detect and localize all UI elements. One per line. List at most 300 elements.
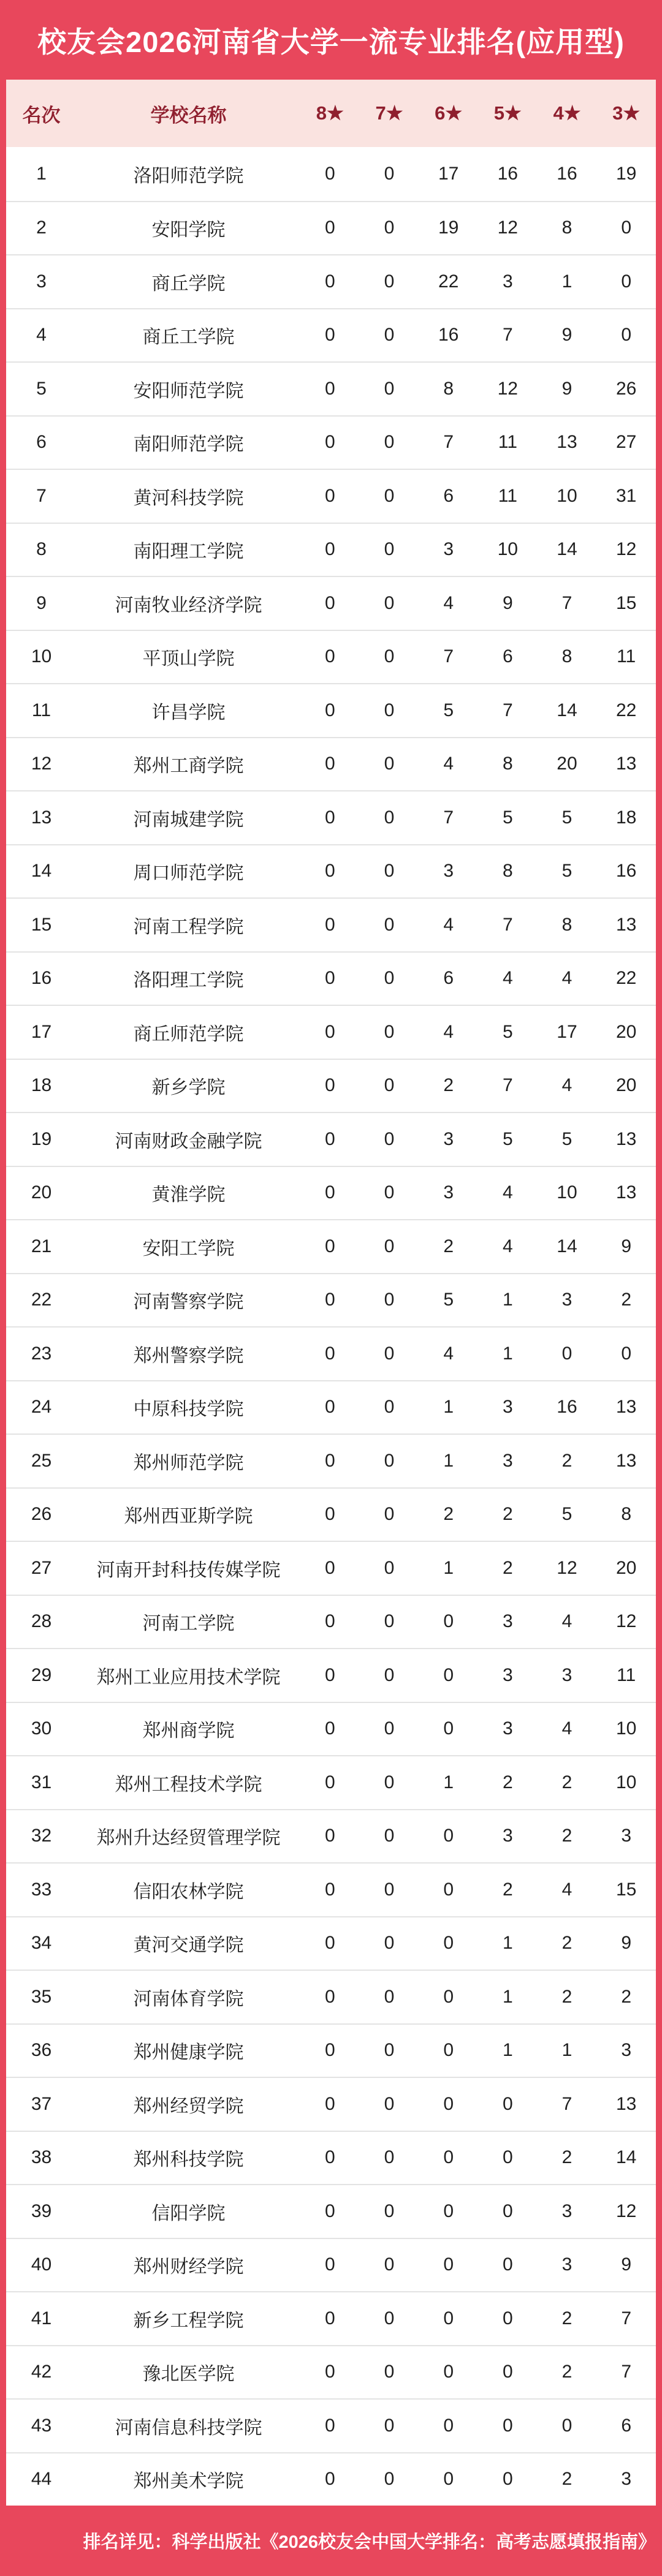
star-cell: 14 xyxy=(615,2147,637,2168)
star-cell: 0 xyxy=(384,217,395,238)
star-cell: 7 xyxy=(502,700,513,720)
star-cell: 9 xyxy=(621,1933,631,1954)
star-cell: 22 xyxy=(615,968,637,989)
rank-cell: 37 xyxy=(31,2093,52,2114)
star-cell: 0 xyxy=(384,2200,395,2221)
star-cell: 2 xyxy=(621,1290,631,1310)
star-cell: 4 xyxy=(502,1236,513,1256)
star-cell: 2 xyxy=(561,1986,573,2007)
star-cell: 3 xyxy=(621,1826,631,1846)
column-header-8star: 8★ xyxy=(316,102,344,124)
star-cell: 0 xyxy=(443,1933,454,1954)
rank-cell: 16 xyxy=(31,968,52,989)
star-cell: 7 xyxy=(502,325,513,346)
star-cell: 0 xyxy=(324,968,335,989)
star-cell: 0 xyxy=(443,2308,454,2329)
rank-cell: 12 xyxy=(31,754,52,774)
star-cell: 19 xyxy=(438,217,459,238)
star-cell: 13 xyxy=(615,1450,637,1471)
star-cell: 0 xyxy=(324,2093,335,2114)
star-cell: 0 xyxy=(621,325,631,346)
table-row xyxy=(6,2131,656,2185)
table-row xyxy=(6,1809,656,1863)
star-cell: 16 xyxy=(615,861,637,882)
star-cell: 13 xyxy=(615,1128,637,1149)
star-cell: 7 xyxy=(621,2308,631,2329)
star-cell: 0 xyxy=(324,325,335,346)
star-cell: 0 xyxy=(384,432,395,453)
star-cell: 0 xyxy=(324,646,335,667)
star-cell: 0 xyxy=(621,271,631,292)
star-cell: 8 xyxy=(561,217,573,238)
star-cell: 7 xyxy=(502,914,513,935)
star-cell: 3 xyxy=(502,1450,513,1471)
star-cell: 4 xyxy=(502,968,513,989)
star-cell: 5 xyxy=(502,1128,513,1149)
star-cell: 0 xyxy=(324,1182,335,1203)
star-cell: 0 xyxy=(384,539,395,560)
school-cell: 南阳师范学院 xyxy=(133,434,244,455)
column-header-5star: 5★ xyxy=(493,102,522,124)
star-cell: 1 xyxy=(561,271,573,292)
page-title: 校友会2026河南省大学一流专业排名(应用型) xyxy=(37,25,625,58)
star-cell: 0 xyxy=(384,968,395,989)
school-cell: 商丘学院 xyxy=(151,273,226,294)
star-cell: 0 xyxy=(324,1450,335,1471)
star-cell: 0 xyxy=(384,1343,395,1364)
rank-cell: 38 xyxy=(31,2147,52,2168)
star-cell: 0 xyxy=(384,700,395,720)
school-cell: 郑州经贸学院 xyxy=(133,2096,244,2117)
star-cell: 0 xyxy=(384,1772,395,1792)
star-cell: 2 xyxy=(502,1504,513,1525)
school-cell: 河南城建学院 xyxy=(133,809,244,830)
star-cell: 0 xyxy=(324,914,335,935)
star-cell: 0 xyxy=(324,1557,335,1578)
school-cell: 洛阳理工学院 xyxy=(133,970,244,991)
star-cell: 3 xyxy=(561,1290,573,1310)
rank-cell: 2 xyxy=(36,217,47,238)
star-cell: 12 xyxy=(615,539,637,560)
school-cell: 新乡学院 xyxy=(151,1078,226,1098)
school-cell: 周口师范学院 xyxy=(133,863,244,884)
star-cell: 0 xyxy=(384,2415,395,2436)
table-row xyxy=(6,2291,656,2345)
table-row xyxy=(6,469,656,523)
star-cell: 1 xyxy=(502,2040,513,2061)
star-cell: 0 xyxy=(324,1826,335,1846)
star-cell: 2 xyxy=(621,1986,631,2007)
school-cell: 河南信息科技学院 xyxy=(115,2417,262,2438)
school-cell: 河南开封科技传媒学院 xyxy=(96,1560,281,1581)
star-cell: 4 xyxy=(443,592,454,613)
star-cell: 2 xyxy=(443,1504,454,1525)
star-cell: 12 xyxy=(557,1557,577,1578)
star-cell: 0 xyxy=(324,1718,335,1739)
star-cell: 13 xyxy=(615,2093,637,2114)
star-cell: 0 xyxy=(502,2254,513,2275)
star-cell: 22 xyxy=(438,271,459,292)
star-cell: 0 xyxy=(384,1933,395,1954)
rank-cell: 40 xyxy=(31,2254,52,2275)
table-row xyxy=(6,1970,656,2023)
star-cell: 2 xyxy=(443,1075,454,1096)
star-cell: 0 xyxy=(324,432,335,453)
star-cell: 6 xyxy=(621,2415,631,2436)
school-cell: 郑州工商学院 xyxy=(133,756,244,777)
rank-cell: 26 xyxy=(31,1504,52,1525)
star-cell: 5 xyxy=(561,861,573,882)
table-row xyxy=(6,844,656,898)
star-cell: 22 xyxy=(615,700,637,720)
rank-cell: 7 xyxy=(36,485,47,506)
school-cell: 黄河科技学院 xyxy=(133,488,244,508)
table-row xyxy=(6,361,656,415)
table-row xyxy=(6,523,656,576)
school-cell: 安阳学院 xyxy=(151,220,226,241)
star-cell: 0 xyxy=(384,325,395,346)
star-cell: 4 xyxy=(561,1718,573,1739)
school-cell: 河南警察学院 xyxy=(133,1292,244,1313)
star-cell: 0 xyxy=(384,807,395,828)
star-cell: 0 xyxy=(324,1021,335,1042)
star-cell: 0 xyxy=(443,2040,454,2061)
rank-cell: 29 xyxy=(31,1664,52,1685)
star-cell: 3 xyxy=(561,1664,573,1685)
star-cell: 0 xyxy=(384,2362,395,2382)
star-cell: 0 xyxy=(384,378,395,399)
star-cell: 8 xyxy=(561,914,573,935)
school-cell: 新乡工程学院 xyxy=(133,2310,244,2331)
star-cell: 5 xyxy=(443,700,454,720)
title-banner xyxy=(0,0,662,80)
star-cell: 9 xyxy=(561,378,573,399)
rank-cell: 17 xyxy=(31,1021,52,1042)
star-cell: 13 xyxy=(615,754,637,774)
table-row xyxy=(6,630,656,684)
star-cell: 1 xyxy=(502,1343,513,1364)
rank-cell: 39 xyxy=(31,2200,52,2221)
star-cell: 3 xyxy=(502,271,513,292)
star-cell: 0 xyxy=(324,1075,335,1096)
star-cell: 7 xyxy=(443,807,454,828)
column-header-7star: 7★ xyxy=(375,102,403,124)
rank-cell: 28 xyxy=(31,1611,52,1632)
star-cell: 2 xyxy=(561,2469,573,2490)
rank-cell: 9 xyxy=(36,592,47,613)
star-cell: 11 xyxy=(617,646,636,667)
star-cell: 1 xyxy=(443,1450,454,1471)
star-cell: 5 xyxy=(561,807,573,828)
star-cell: 0 xyxy=(384,2469,395,2490)
table-row xyxy=(6,147,656,201)
table-row xyxy=(6,897,656,951)
star-cell: 0 xyxy=(324,2147,335,2168)
rank-cell: 4 xyxy=(36,325,47,346)
star-cell: 0 xyxy=(384,1290,395,1310)
column-header-4star: 4★ xyxy=(553,102,581,124)
table-row xyxy=(6,1005,656,1059)
star-cell: 0 xyxy=(324,2469,335,2490)
star-cell: 7 xyxy=(443,646,454,667)
footer-note: 排名详见：科学出版社《2026校友会中国大学排名：高考志愿填报指南》 xyxy=(83,2533,656,2552)
star-cell: 0 xyxy=(324,2362,335,2382)
star-cell: 2 xyxy=(561,2362,573,2382)
star-cell: 19 xyxy=(615,163,637,184)
star-cell: 13 xyxy=(615,1397,637,1418)
star-cell: 1 xyxy=(443,1397,454,1418)
table-row xyxy=(6,1166,656,1220)
table-row xyxy=(6,2184,656,2238)
star-cell: 20 xyxy=(615,1075,637,1096)
star-cell: 0 xyxy=(384,646,395,667)
star-cell: 0 xyxy=(384,1450,395,1471)
star-cell: 0 xyxy=(384,1397,395,1418)
star-cell: 0 xyxy=(324,271,335,292)
star-cell: 0 xyxy=(324,1397,335,1418)
star-cell: 0 xyxy=(384,1986,395,2007)
ranking-table xyxy=(6,80,656,2506)
star-cell: 0 xyxy=(561,2415,573,2436)
rank-cell: 32 xyxy=(31,1826,52,1846)
star-cell: 0 xyxy=(324,485,335,506)
star-cell: 12 xyxy=(615,2200,637,2221)
star-cell: 7 xyxy=(561,592,573,613)
column-header-6star: 6★ xyxy=(435,102,463,124)
rank-cell: 34 xyxy=(31,1933,52,1954)
star-cell: 0 xyxy=(384,1182,395,1203)
school-cell: 郑州美术学院 xyxy=(133,2471,244,2492)
table-row xyxy=(6,1862,656,1916)
star-cell: 7 xyxy=(443,432,454,453)
star-cell: 11 xyxy=(498,485,517,506)
star-cell: 0 xyxy=(502,2308,513,2329)
star-cell: 3 xyxy=(443,539,454,560)
star-cell: 20 xyxy=(615,1021,637,1042)
school-cell: 安阳工学院 xyxy=(142,1238,235,1259)
school-cell: 河南工程学院 xyxy=(133,916,244,937)
star-cell: 9 xyxy=(502,592,513,613)
star-cell: 0 xyxy=(384,485,395,506)
school-cell: 信阳学院 xyxy=(151,2203,226,2224)
star-cell: 0 xyxy=(384,2093,395,2114)
star-cell: 8 xyxy=(502,754,513,774)
school-cell: 郑州工程技术学院 xyxy=(115,1774,262,1795)
star-cell: 3 xyxy=(443,1128,454,1149)
star-cell: 0 xyxy=(443,2093,454,2114)
star-cell: 0 xyxy=(502,2200,513,2221)
star-cell: 2 xyxy=(561,1933,573,1954)
star-cell: 0 xyxy=(324,2254,335,2275)
star-cell: 0 xyxy=(324,1611,335,1632)
star-cell: 5 xyxy=(502,1021,513,1042)
star-cell: 0 xyxy=(443,2469,454,2490)
star-cell: 3 xyxy=(561,2200,573,2221)
star-cell: 0 xyxy=(384,1236,395,1256)
school-cell: 商丘工学院 xyxy=(142,327,235,348)
star-cell: 2 xyxy=(561,2308,573,2329)
table-row xyxy=(6,1273,656,1327)
star-cell: 3 xyxy=(443,861,454,882)
star-cell: 0 xyxy=(324,592,335,613)
star-cell: 0 xyxy=(384,1664,395,1685)
rank-cell: 13 xyxy=(31,807,52,828)
star-cell: 26 xyxy=(615,378,637,399)
star-cell: 8 xyxy=(621,1504,631,1525)
star-cell: 3 xyxy=(502,1664,513,1685)
star-cell: 3 xyxy=(621,2040,631,2061)
table-row xyxy=(6,683,656,737)
school-cell: 河南体育学院 xyxy=(133,1989,244,2009)
star-cell: 4 xyxy=(443,914,454,935)
rank-cell: 5 xyxy=(36,378,47,399)
star-cell: 0 xyxy=(443,2147,454,2168)
star-cell: 0 xyxy=(384,1021,395,1042)
star-cell: 2 xyxy=(502,1879,513,1900)
school-cell: 黄河交通学院 xyxy=(133,1935,244,1956)
school-cell: 豫北医学院 xyxy=(142,2364,235,2385)
rank-cell: 41 xyxy=(31,2308,52,2329)
star-cell: 13 xyxy=(615,914,637,935)
star-cell: 16 xyxy=(557,1397,577,1418)
column-header-3star: 3★ xyxy=(612,102,641,124)
star-cell: 4 xyxy=(443,1343,454,1364)
star-cell: 10 xyxy=(497,539,518,560)
table-row xyxy=(6,1433,656,1487)
table-row xyxy=(6,2023,656,2077)
table-row xyxy=(6,951,656,1005)
table-row xyxy=(6,1380,656,1434)
star-cell: 14 xyxy=(557,1236,577,1256)
star-cell: 6 xyxy=(443,968,454,989)
star-cell: 0 xyxy=(502,2147,513,2168)
table-row xyxy=(6,2345,656,2399)
star-cell: 12 xyxy=(497,217,518,238)
star-cell: 0 xyxy=(324,700,335,720)
table-row xyxy=(6,2238,656,2292)
rank-cell: 19 xyxy=(31,1128,52,1149)
rank-cell: 18 xyxy=(31,1075,52,1096)
star-cell: 11 xyxy=(498,432,517,453)
star-cell: 0 xyxy=(324,217,335,238)
rank-cell: 35 xyxy=(31,1986,52,2007)
star-cell: 0 xyxy=(324,378,335,399)
star-cell: 4 xyxy=(443,754,454,774)
star-cell: 2 xyxy=(561,1450,573,1471)
star-cell: 0 xyxy=(384,754,395,774)
table-row xyxy=(6,2452,656,2506)
star-cell: 10 xyxy=(615,1772,637,1792)
rank-cell: 15 xyxy=(31,914,52,935)
table-row xyxy=(6,1595,656,1649)
star-cell: 12 xyxy=(497,378,518,399)
star-cell: 3 xyxy=(621,2469,631,2490)
school-cell: 洛阳师范学院 xyxy=(133,165,244,186)
star-cell: 6 xyxy=(443,485,454,506)
star-cell: 0 xyxy=(324,1933,335,1954)
table-row xyxy=(6,1702,656,1756)
table-body xyxy=(6,147,656,2506)
rank-cell: 36 xyxy=(31,2040,52,2061)
star-cell: 0 xyxy=(443,1986,454,2007)
star-cell: 2 xyxy=(502,1772,513,1792)
star-cell: 27 xyxy=(615,432,637,453)
star-cell: 0 xyxy=(502,2415,513,2436)
star-cell: 2 xyxy=(561,2147,573,2168)
star-cell: 0 xyxy=(384,2254,395,2275)
star-cell: 14 xyxy=(557,539,577,560)
star-cell: 0 xyxy=(324,861,335,882)
rank-cell: 3 xyxy=(36,271,47,292)
star-cell: 17 xyxy=(438,163,459,184)
star-cell: 2 xyxy=(502,1557,513,1578)
table-row xyxy=(6,1755,656,1809)
school-cell: 郑州升达经贸管理学院 xyxy=(96,1828,281,1849)
star-cell: 13 xyxy=(557,432,577,453)
school-cell: 郑州西亚斯学院 xyxy=(124,1506,253,1527)
table-row xyxy=(6,1112,656,1166)
star-cell: 2 xyxy=(561,1772,573,1792)
star-cell: 0 xyxy=(443,2415,454,2436)
star-cell: 0 xyxy=(324,163,335,184)
star-cell: 12 xyxy=(615,1611,637,1632)
star-cell: 1 xyxy=(561,2040,573,2061)
star-cell: 0 xyxy=(324,1343,335,1364)
star-cell: 20 xyxy=(557,754,577,774)
star-cell: 1 xyxy=(443,1557,454,1578)
table-row xyxy=(6,1916,656,1970)
star-cell: 0 xyxy=(324,1128,335,1149)
star-cell: 0 xyxy=(443,2254,454,2275)
star-cell: 0 xyxy=(324,1772,335,1792)
star-cell: 20 xyxy=(615,1557,637,1578)
star-cell: 15 xyxy=(615,1879,637,1900)
star-cell: 0 xyxy=(324,2200,335,2221)
column-header-rank: 名次 xyxy=(22,104,61,126)
rank-cell: 30 xyxy=(31,1718,52,1739)
column-header-school: 学校名称 xyxy=(150,104,227,126)
star-cell: 1 xyxy=(502,1933,513,1954)
school-cell: 中原科技学院 xyxy=(133,1399,244,1420)
star-cell: 16 xyxy=(497,163,518,184)
star-cell: 7 xyxy=(621,2362,631,2382)
star-cell: 0 xyxy=(384,163,395,184)
star-cell: 0 xyxy=(324,539,335,560)
star-cell: 0 xyxy=(384,2040,395,2061)
star-cell: 2 xyxy=(443,1236,454,1256)
star-cell: 9 xyxy=(561,325,573,346)
star-cell: 8 xyxy=(502,861,513,882)
star-cell: 0 xyxy=(443,1718,454,1739)
school-cell: 河南财政金融学院 xyxy=(115,1131,262,1152)
star-cell: 0 xyxy=(443,1664,454,1685)
star-cell: 0 xyxy=(324,1664,335,1685)
star-cell: 0 xyxy=(384,1504,395,1525)
star-cell: 3 xyxy=(502,1611,513,1632)
school-cell: 河南牧业经济学院 xyxy=(115,595,262,616)
star-cell: 0 xyxy=(384,592,395,613)
school-cell: 郑州科技学院 xyxy=(133,2150,244,2170)
star-cell: 5 xyxy=(561,1504,573,1525)
table-row xyxy=(6,1648,656,1702)
rank-cell: 11 xyxy=(31,700,51,720)
star-cell: 0 xyxy=(443,2200,454,2221)
rank-cell: 21 xyxy=(31,1236,52,1256)
star-cell: 10 xyxy=(615,1718,637,1739)
table-row xyxy=(6,576,656,630)
star-cell: 4 xyxy=(561,1879,573,1900)
rank-cell: 23 xyxy=(31,1343,52,1364)
